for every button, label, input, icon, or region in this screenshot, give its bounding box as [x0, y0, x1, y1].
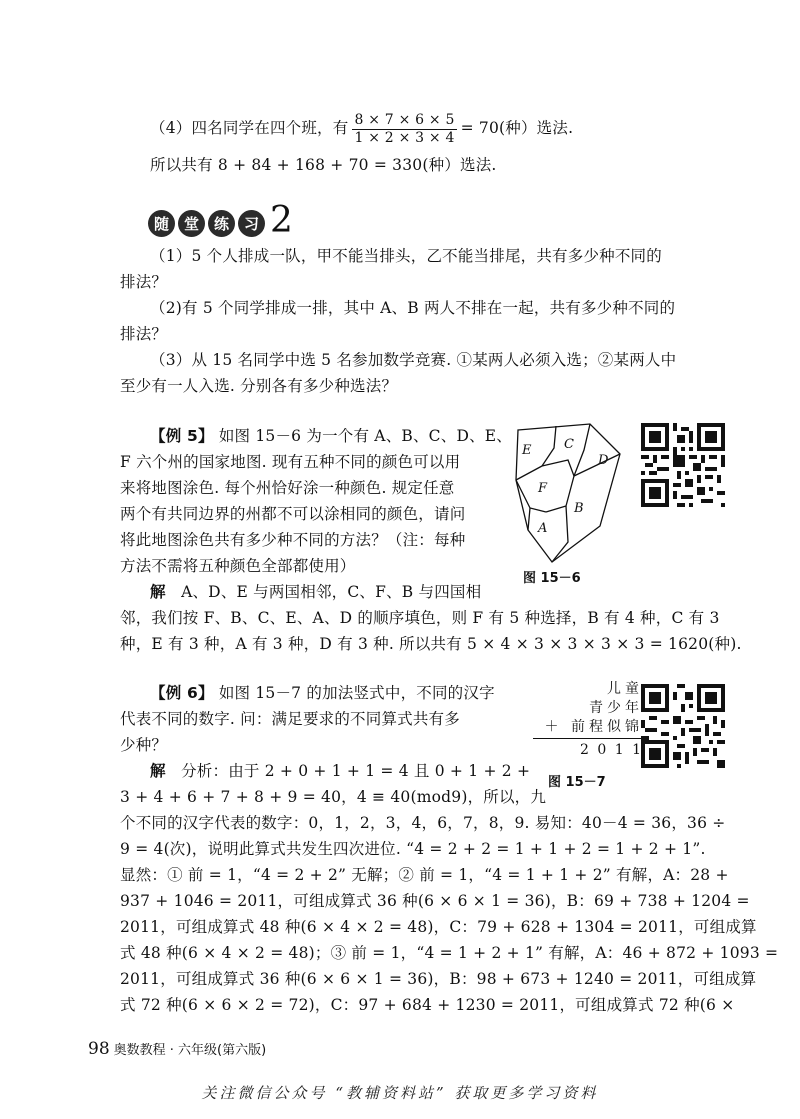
- practice-q2-line1: （2)有 5 个同学排成一排，其中 A、B 两人不排在一起，共有多少种不同的: [150, 299, 676, 317]
- region-e-label: E: [522, 443, 532, 458]
- qr-code-icon: [641, 684, 725, 768]
- heading-char-3: 练: [208, 210, 235, 237]
- region-d-label: D: [598, 453, 609, 468]
- example5-line4: 两个有共同边界的州都不可以涂相同的颜色，请问: [120, 505, 466, 523]
- case-4-result: = 70(种）选法.: [460, 119, 574, 137]
- book-title: 奥数教程 · 六年级(第六版): [113, 1043, 267, 1058]
- heading-char-4: 习: [238, 210, 265, 237]
- border-a-b: [552, 506, 568, 562]
- region-a-label: A: [538, 521, 548, 536]
- case-4-text: （4）四名同学在四个班，有: [150, 119, 349, 137]
- example6-solution-line3: 个不同的汉字代表的数字：0，1，2，3，4，6，7，8，9. 易知：40－4 = 36，36 ÷: [120, 814, 726, 832]
- fraction-numerator: 8 × 7 × 6 × 5: [354, 111, 455, 128]
- practice-q1-line2: 排法？: [120, 273, 168, 291]
- example6-solution-line1: [150, 761, 531, 781]
- example6-solution-line2: 3 + 4 + 6 + 7 + 8 + 9 = 40，4 ≡ 40(mod9)，所以，九: [120, 788, 547, 806]
- example6-text1: 如图 15－7 的加法竖式中，不同的汉字: [218, 684, 495, 702]
- example6-solution-line6: 937 + 1046 = 2011，可组成算式 36 种(6 × 6 × 1 = 36)，B：69 + 738 + 1204 =: [120, 892, 750, 910]
- fraction-denominator: 1 × 2 × 3 × 4: [354, 129, 455, 146]
- example6-line3: 少种？: [120, 736, 168, 754]
- fraction: [352, 112, 456, 147]
- puzzle-row-3: ＋ 前程似锦: [544, 719, 643, 735]
- puzzle-row-1: 儿童: [607, 681, 643, 697]
- total-line: 所以共有 8 + 84 + 168 + 70 = 330(种）选法.: [150, 156, 497, 174]
- promo-banner: 关注微信公众号 “教辅资料站” 获取更多学习资料: [201, 1084, 599, 1102]
- region-f-label: F: [538, 481, 548, 496]
- page-number: 98: [88, 1039, 110, 1059]
- line-case-4: [150, 108, 720, 148]
- example5-line2: F 六个州的国家地图. 现有五种不同的颜色可以用: [120, 453, 461, 471]
- region-c-label: C: [564, 437, 574, 452]
- example6-solution-line5: 显然：① 前 = 1，“4 = 2 + 2” 无解；② 前 = 1，“4 = 1 + 1 + 2” 有解，A：28 +: [120, 866, 729, 884]
- example6-line2: 代表不同的数字. 问：满足要求的不同算式共有多: [120, 710, 460, 728]
- figure-15-6-caption: 图 15－6: [523, 571, 581, 586]
- example6-solution-line10: 式 72 种(6 × 6 × 2 = 72)，C：97 + 684 + 1230 = 2011，可组成算式 72 种(6 ×: [120, 996, 735, 1014]
- practice-heading: [148, 200, 293, 242]
- puzzle-sum: 2 0 1 1: [580, 742, 643, 758]
- heading-char-2: 堂: [178, 210, 205, 237]
- puzzle-row-2: 青少年: [589, 700, 643, 716]
- practice-q3-line2: 至少有一人入选. 分别各有多少种选法？: [120, 377, 398, 395]
- example6-solution-line9: 2011，可组成算式 36 种(6 × 6 × 1 = 36)，B：98 + 673 + 1240 = 2011，可组成算: [120, 970, 757, 988]
- example6-solution-label: 解: [150, 762, 166, 780]
- puzzle-sum-line: [533, 738, 643, 739]
- border-c-d: [574, 424, 590, 476]
- example5-line3: 来将地图涂色. 每个州恰好涂一种颜色. 规定任意: [120, 479, 455, 497]
- example5-line6: 方法不需将五种颜色全部都使用）: [120, 557, 356, 575]
- practice-q3-line1: （3）从 15 名同学中选 5 名参加数学竞赛. ①某两人必须入选；②某两人中: [150, 351, 677, 369]
- example5-solution-line2: 邻，我们按 F、B、C、E、A、D 的顺序填色，则 F 有 5 种选择，B 有 4 种，C 有 3: [120, 609, 720, 627]
- border-f-b: [546, 476, 574, 512]
- example5-text1: 如图 15－6 为一个有 A、B、C、D、E、: [218, 427, 512, 445]
- example5-line1: [150, 426, 510, 446]
- border-e-c: [542, 426, 556, 466]
- figure-15-7-puzzle: [533, 680, 643, 760]
- example6-label: 【例 6】: [150, 684, 214, 702]
- example6-solution-line7: 2011，可组成算式 48 种(6 × 4 × 2 = 48)，C：79 + 628 + 1304 = 2011，可组成算: [120, 918, 757, 936]
- example6-line1: [150, 683, 510, 703]
- practice-q2-line2: 排法？: [120, 325, 168, 343]
- example5-solution-line3: 种，E 有 3 种，A 有 3 种，D 有 3 种. 所以共有 5 × 4 × 3 × 3 × 3 × 3 = 1620(种).: [120, 635, 742, 653]
- qr-code-icon: [641, 423, 725, 507]
- example6-solution-text1: 分析：由于 2 + 0 + 1 + 1 = 4 且 0 + 1 + 2 +: [181, 762, 531, 780]
- border-a-left: [528, 508, 530, 530]
- example5-label: 【例 5】: [150, 427, 214, 445]
- example6-solution-line4: 9 = 4(次)，说明此算式共发生四次进位. “4 = 2 + 2 = 1 + 1 + 2 = 1 + 2 + 1”.: [120, 840, 706, 858]
- heading-char-1: 随: [148, 210, 175, 237]
- example5-solution-text1: A、D、E 与两国相邻，C、F、B 与四国相: [181, 583, 482, 601]
- figure-15-7-caption: 图 15－7: [548, 775, 606, 790]
- example5-solution-label: 解: [150, 583, 166, 601]
- region-b-label: B: [574, 501, 584, 516]
- border-c-f: [542, 460, 574, 476]
- border-e-f: [516, 466, 542, 480]
- example5-line5: 将此地图涂色共有多少种不同的方法？（注：每种: [120, 531, 466, 549]
- practice-q1-line1: （1）5 个人排成一队，甲不能当排头，乙不能当排尾，共有多少种不同的: [150, 247, 662, 265]
- heading-number: 2: [270, 200, 293, 241]
- example6-solution-line8: 式 48 种(6 × 4 × 2 = 48)；③ 前 = 1，“4 = 1 + 2 + 1” 有解，A：46 + 872 + 1093 =: [120, 944, 779, 962]
- example5-solution-line1: [150, 582, 520, 602]
- page-footer: [88, 1039, 266, 1059]
- figure-15-6-map: [508, 420, 626, 570]
